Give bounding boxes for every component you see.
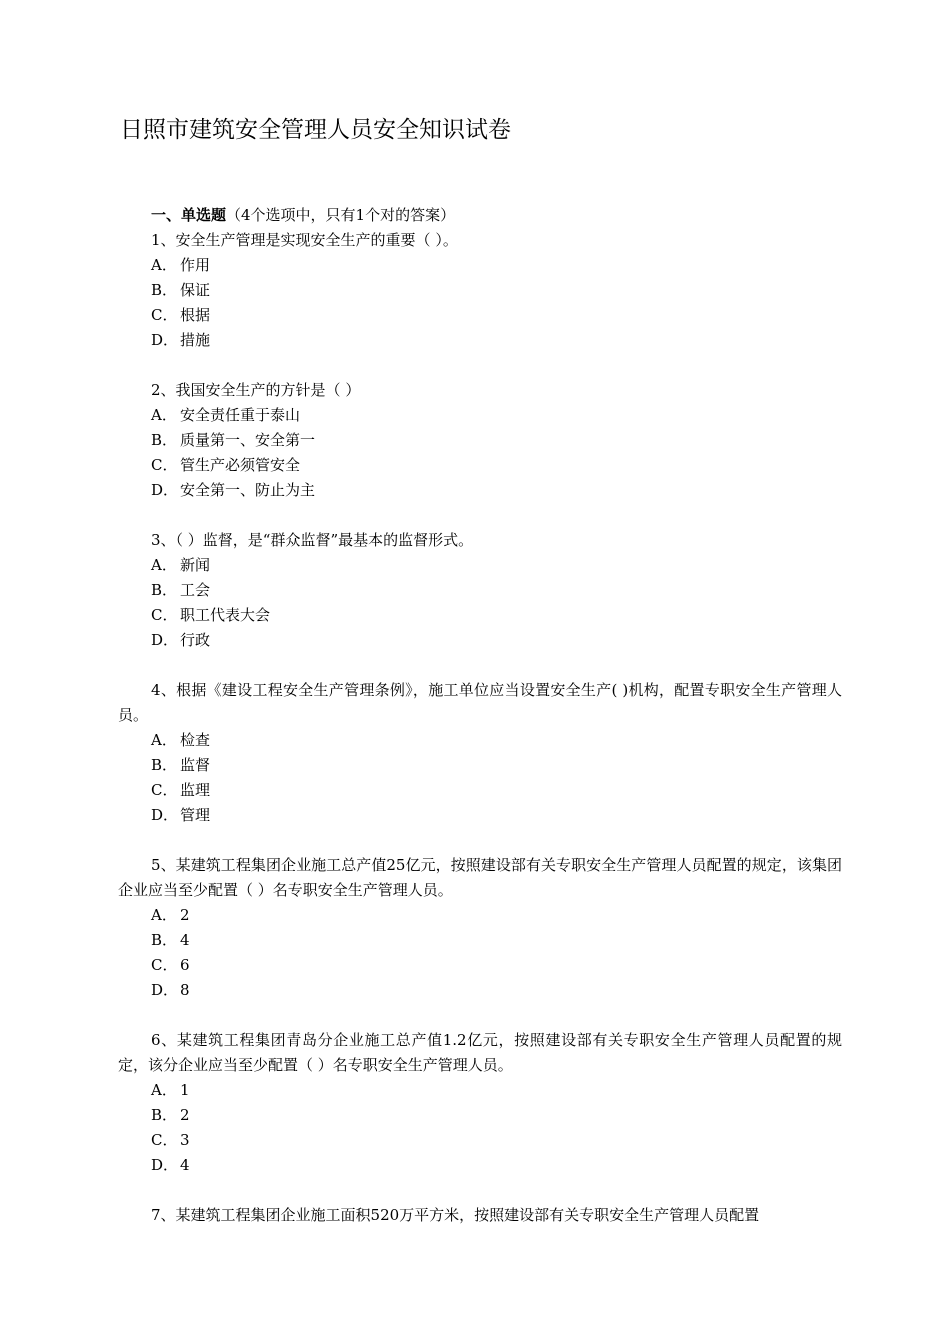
section-title: 一、单选题 [151, 206, 227, 224]
option-text: 管理 [180, 806, 211, 824]
option-text: 安全第一、防止为主 [180, 481, 316, 499]
question-block [118, 853, 842, 1003]
option-text: 2 [180, 1106, 190, 1124]
answer-option [118, 778, 842, 803]
answer-option [118, 1153, 842, 1178]
option-text: 职工代表大会 [180, 606, 271, 624]
option-letter: D． [151, 631, 179, 649]
option-letter: D． [151, 481, 179, 499]
answer-option [118, 1103, 842, 1128]
option-text: 措施 [180, 331, 211, 349]
option-text: 行政 [180, 631, 211, 649]
answer-option [118, 303, 842, 328]
answer-option [118, 753, 842, 778]
document-title: 日照市建筑安全管理人员安全知识试卷 [120, 117, 511, 143]
question-stem: 7、某建筑工程集团企业施工面积520万平方米，按照建设部有关专职安全生产管理人员配置 [151, 1206, 760, 1224]
option-letter: C． [151, 306, 178, 324]
answer-option [118, 453, 842, 478]
option-text: 新闻 [180, 556, 211, 574]
question-stem: 5、某建筑工程集团企业施工总产值25亿元，按照建设部有关专职安全生产管理人员配置的规定，该集团企业应当至少配置（ ）名专职安全生产管理人员。 [118, 856, 842, 899]
option-letter: A． [151, 406, 177, 424]
answer-option [118, 928, 842, 953]
option-letter: B． [151, 931, 178, 949]
answer-option [118, 553, 842, 578]
question-stem: 2、我国安全生产的方针是（ ） [151, 381, 361, 399]
option-text: 1 [180, 1081, 190, 1099]
option-text: 6 [180, 956, 190, 974]
option-letter: A． [151, 906, 177, 924]
section-note: （4个选项中，只有1个对的答案） [226, 206, 456, 224]
option-letter: A． [151, 556, 177, 574]
option-letter: A． [151, 1081, 177, 1099]
option-text: 8 [180, 981, 190, 999]
option-letter: C． [151, 1131, 178, 1149]
option-letter: B． [151, 281, 178, 299]
option-letter: A． [151, 256, 177, 274]
option-letter: D． [151, 331, 179, 349]
question-block [118, 378, 842, 503]
option-text: 保证 [180, 281, 211, 299]
option-letter: A． [151, 731, 177, 749]
option-letter: C． [151, 456, 178, 474]
answer-option [118, 428, 842, 453]
option-text: 工会 [180, 581, 211, 599]
answer-option [118, 803, 842, 828]
section-heading [118, 203, 842, 228]
option-letter: C． [151, 956, 178, 974]
option-letter: D． [151, 1156, 179, 1174]
option-letter: B． [151, 581, 178, 599]
question-stem: 4、根据《建设工程安全生产管理条例》，施工单位应当设置安全生产( )机构，配置专职安全生产管理人员。 [118, 681, 842, 724]
option-text: 4 [180, 931, 190, 949]
answer-option [118, 578, 842, 603]
option-letter: C． [151, 781, 178, 799]
option-text: 检查 [180, 731, 211, 749]
answer-option [118, 903, 842, 928]
answer-option [118, 603, 842, 628]
answer-option [118, 953, 842, 978]
option-text: 3 [180, 1131, 190, 1149]
option-text: 质量第一、安全第一 [180, 431, 316, 449]
question-block [118, 1203, 842, 1228]
question-stem: 6、某建筑工程集团青岛分企业施工总产值1.2亿元，按照建设部有关专职安全生产管理人员配置的规定，该分企业应当至少配置（ ）名专职安全生产管理人员。 [118, 1031, 842, 1074]
option-text: 管生产必须管安全 [180, 456, 301, 474]
option-text: 监理 [180, 781, 211, 799]
question-list [118, 228, 842, 1228]
option-letter: B． [151, 1106, 178, 1124]
option-letter: B． [151, 431, 178, 449]
option-letter: D． [151, 981, 179, 999]
answer-option [118, 278, 842, 303]
answer-option [118, 728, 842, 753]
option-letter: B． [151, 756, 178, 774]
answer-option [118, 628, 842, 653]
question-block [118, 1028, 842, 1178]
question-block [118, 678, 842, 828]
answer-option [118, 1128, 842, 1153]
answer-option [118, 1078, 842, 1103]
question-stem: 3、（ ）监督，是“群众监督”最基本的监督形式。 [151, 531, 474, 549]
option-text: 4 [180, 1156, 190, 1174]
question-block [118, 228, 842, 353]
option-text: 2 [180, 906, 190, 924]
option-text: 根据 [180, 306, 211, 324]
option-letter: C． [151, 606, 178, 624]
answer-option [118, 978, 842, 1003]
answer-option [118, 478, 842, 503]
question-block [118, 528, 842, 653]
option-letter: D． [151, 806, 179, 824]
answer-option [118, 328, 842, 353]
option-text: 监督 [180, 756, 211, 774]
option-text: 作用 [180, 256, 211, 274]
question-stem: 1、安全生产管理是实现安全生产的重要（ ）。 [151, 231, 458, 249]
option-text: 安全责任重于泰山 [180, 406, 301, 424]
exam-body [118, 203, 842, 1228]
answer-option [118, 253, 842, 278]
answer-option [118, 403, 842, 428]
